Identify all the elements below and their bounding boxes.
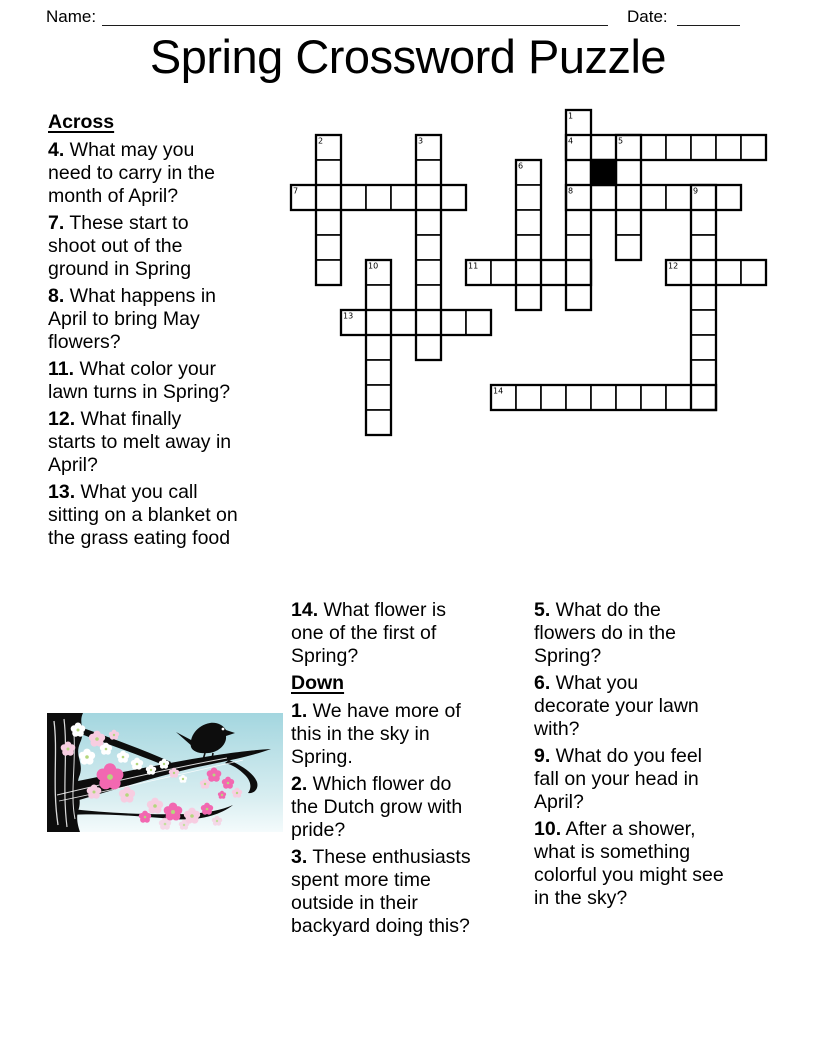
clue-2: 2. Which flower do the Dutch grow with pride?	[291, 773, 463, 841]
cell-number-4: 4	[568, 136, 574, 146]
grid-cell-10-6[interactable]	[541, 260, 566, 285]
grid-cell-1-2[interactable]	[316, 160, 341, 185]
clue-14: 14. What flower is one of the first of Spring?	[291, 599, 446, 667]
grid-cell-16-5[interactable]	[691, 235, 716, 260]
grid-cell-9-11[interactable]	[516, 385, 541, 410]
grid-cell-6-3[interactable]	[441, 185, 466, 210]
grid-cell-17-1[interactable]	[716, 135, 741, 160]
grid-cell-8-6[interactable]	[491, 260, 516, 285]
grid-cell-13-11[interactable]	[616, 385, 641, 410]
clue-5: 5. What do the flowers do in the Spring?	[534, 599, 676, 667]
grid-cell-15-3[interactable]	[666, 185, 691, 210]
name-field-line[interactable]	[102, 6, 608, 26]
grid-cell-16-8[interactable]	[691, 310, 716, 335]
clues-heading-across: Across	[48, 111, 115, 133]
grid-cell-1-4[interactable]	[316, 210, 341, 235]
grid-cell-5-5[interactable]	[416, 235, 441, 260]
grid-cell-9-6[interactable]	[516, 260, 541, 285]
cell-number-1: 1	[568, 111, 574, 121]
grid-cell-14-1[interactable]	[641, 135, 666, 160]
grid-cell-12-3[interactable]	[591, 185, 616, 210]
grid-cell-11-2[interactable]	[566, 160, 591, 185]
cell-number-7: 7	[293, 186, 299, 196]
grid-cell-1-3[interactable]	[316, 185, 341, 210]
grid-cell-12-11[interactable]	[591, 385, 616, 410]
grid-cell-3-11[interactable]	[366, 385, 391, 410]
date-label: Date:	[627, 7, 668, 26]
cell-number-5: 5	[618, 136, 624, 146]
grid-cell-11-7[interactable]	[566, 285, 591, 310]
grid-cell-17-6[interactable]	[716, 260, 741, 285]
cell-number-6: 6	[518, 161, 524, 171]
grid-cell-16-9[interactable]	[691, 335, 716, 360]
crossword-grid[interactable]	[289, 108, 768, 437]
cell-number-2: 2	[318, 136, 324, 146]
grid-cell-5-7[interactable]	[416, 285, 441, 310]
middle-clues-column	[291, 599, 529, 942]
grid-cell-10-11[interactable]	[541, 385, 566, 410]
grid-cell-3-7[interactable]	[366, 285, 391, 310]
grid-cell-1-5[interactable]	[316, 235, 341, 260]
grid-cell-9-7[interactable]	[516, 285, 541, 310]
grid-cell-7-8[interactable]	[466, 310, 491, 335]
cell-number-8: 8	[568, 186, 574, 196]
grid-cell-4-8[interactable]	[391, 310, 416, 335]
grid-cell-1-6[interactable]	[316, 260, 341, 285]
grid-cell-13-5[interactable]	[616, 235, 641, 260]
grid-cell-3-8[interactable]	[366, 310, 391, 335]
cell-number-9: 9	[693, 186, 699, 196]
grid-cell-9-5[interactable]	[516, 235, 541, 260]
clue-3: 3. These enthusiasts spent more time outside in their backyard doing this?	[291, 846, 471, 937]
grid-cell-5-2[interactable]	[416, 160, 441, 185]
clues-heading-down: Down	[291, 672, 345, 694]
page-title: Spring Crossword Puzzle	[149, 30, 667, 83]
grid-cell-12-1[interactable]	[591, 135, 616, 160]
black-cell	[591, 160, 616, 185]
grid-cell-16-10[interactable]	[691, 360, 716, 385]
clue-10: 10. After a shower, what is something colorful you might see in the sky?	[534, 818, 724, 909]
clue-11: 11. What color your lawn turns in Spring?	[48, 358, 231, 403]
spring-branch-illustration	[47, 713, 283, 832]
clue-8: 8. What happens in April to bring May flowers?	[48, 285, 217, 353]
clue-7: 7. These start to shoot out of the ground in Spring	[48, 212, 192, 280]
cell-number-14: 14	[493, 386, 504, 396]
clue-1: 1. We have more of this in the sky in Spring.	[291, 700, 461, 768]
clue-12: 12. What finally starts to melt away in April?	[48, 408, 232, 476]
clue-6: 6. What you decorate your lawn with?	[534, 672, 699, 740]
grid-cell-3-9[interactable]	[366, 335, 391, 360]
grid-cell-5-9[interactable]	[416, 335, 441, 360]
grid-cell-16-6[interactable]	[691, 260, 716, 285]
grid-cell-15-11[interactable]	[666, 385, 691, 410]
grid-cell-18-1[interactable]	[741, 135, 766, 160]
name-label: Name:	[46, 7, 97, 26]
grid-cell-16-1[interactable]	[691, 135, 716, 160]
grid-cell-5-4[interactable]	[416, 210, 441, 235]
grid-cell-6-8[interactable]	[441, 310, 466, 335]
cell-number-13: 13	[343, 311, 354, 321]
grid-cell-14-3[interactable]	[641, 185, 666, 210]
cell-number-12: 12	[668, 261, 679, 271]
grid-cell-13-3[interactable]	[616, 185, 641, 210]
grid-cell-9-3[interactable]	[516, 185, 541, 210]
grid-cell-14-11[interactable]	[641, 385, 666, 410]
grid-cell-3-3[interactable]	[366, 185, 391, 210]
grid-cell-11-4[interactable]	[566, 210, 591, 235]
down-clues-column	[534, 599, 776, 914]
grid-cell-17-3[interactable]	[716, 185, 741, 210]
cell-number-10: 10	[368, 261, 379, 271]
grid-cell-11-5[interactable]	[566, 235, 591, 260]
cell-number-3: 3	[418, 136, 424, 146]
grid-cell-4-3[interactable]	[391, 185, 416, 210]
grid-cell-2-3[interactable]	[341, 185, 366, 210]
grid-cell-15-1[interactable]	[666, 135, 691, 160]
cell-number-11: 11	[468, 261, 479, 271]
grid-cell-5-6[interactable]	[416, 260, 441, 285]
across-clues-column	[48, 111, 281, 554]
grid-cell-16-11[interactable]	[691, 385, 716, 410]
clue-4: 4. What may you need to carry in the month of April?	[48, 139, 215, 207]
clue-13: 13. What you call sitting on a blanket on the grass eating food	[48, 481, 238, 549]
grid-cell-13-4[interactable]	[616, 210, 641, 235]
grid-cell-3-12[interactable]	[366, 410, 391, 435]
grid-cell-5-3[interactable]	[416, 185, 441, 210]
grid-cell-11-11[interactable]	[566, 385, 591, 410]
grid-cell-16-4[interactable]	[691, 210, 716, 235]
date-field-line[interactable]	[677, 6, 740, 26]
bird-eye	[222, 728, 225, 731]
grid-cell-5-8[interactable]	[416, 310, 441, 335]
grid-cell-18-6[interactable]	[741, 260, 766, 285]
grid-cell-13-2[interactable]	[616, 160, 641, 185]
grid-cell-9-4[interactable]	[516, 210, 541, 235]
clue-9: 9. What do you feel fall on your head in April?	[534, 745, 703, 813]
grid-cell-3-10[interactable]	[366, 360, 391, 385]
grid-cell-11-6[interactable]	[566, 260, 591, 285]
grid-cell-16-7[interactable]	[691, 285, 716, 310]
